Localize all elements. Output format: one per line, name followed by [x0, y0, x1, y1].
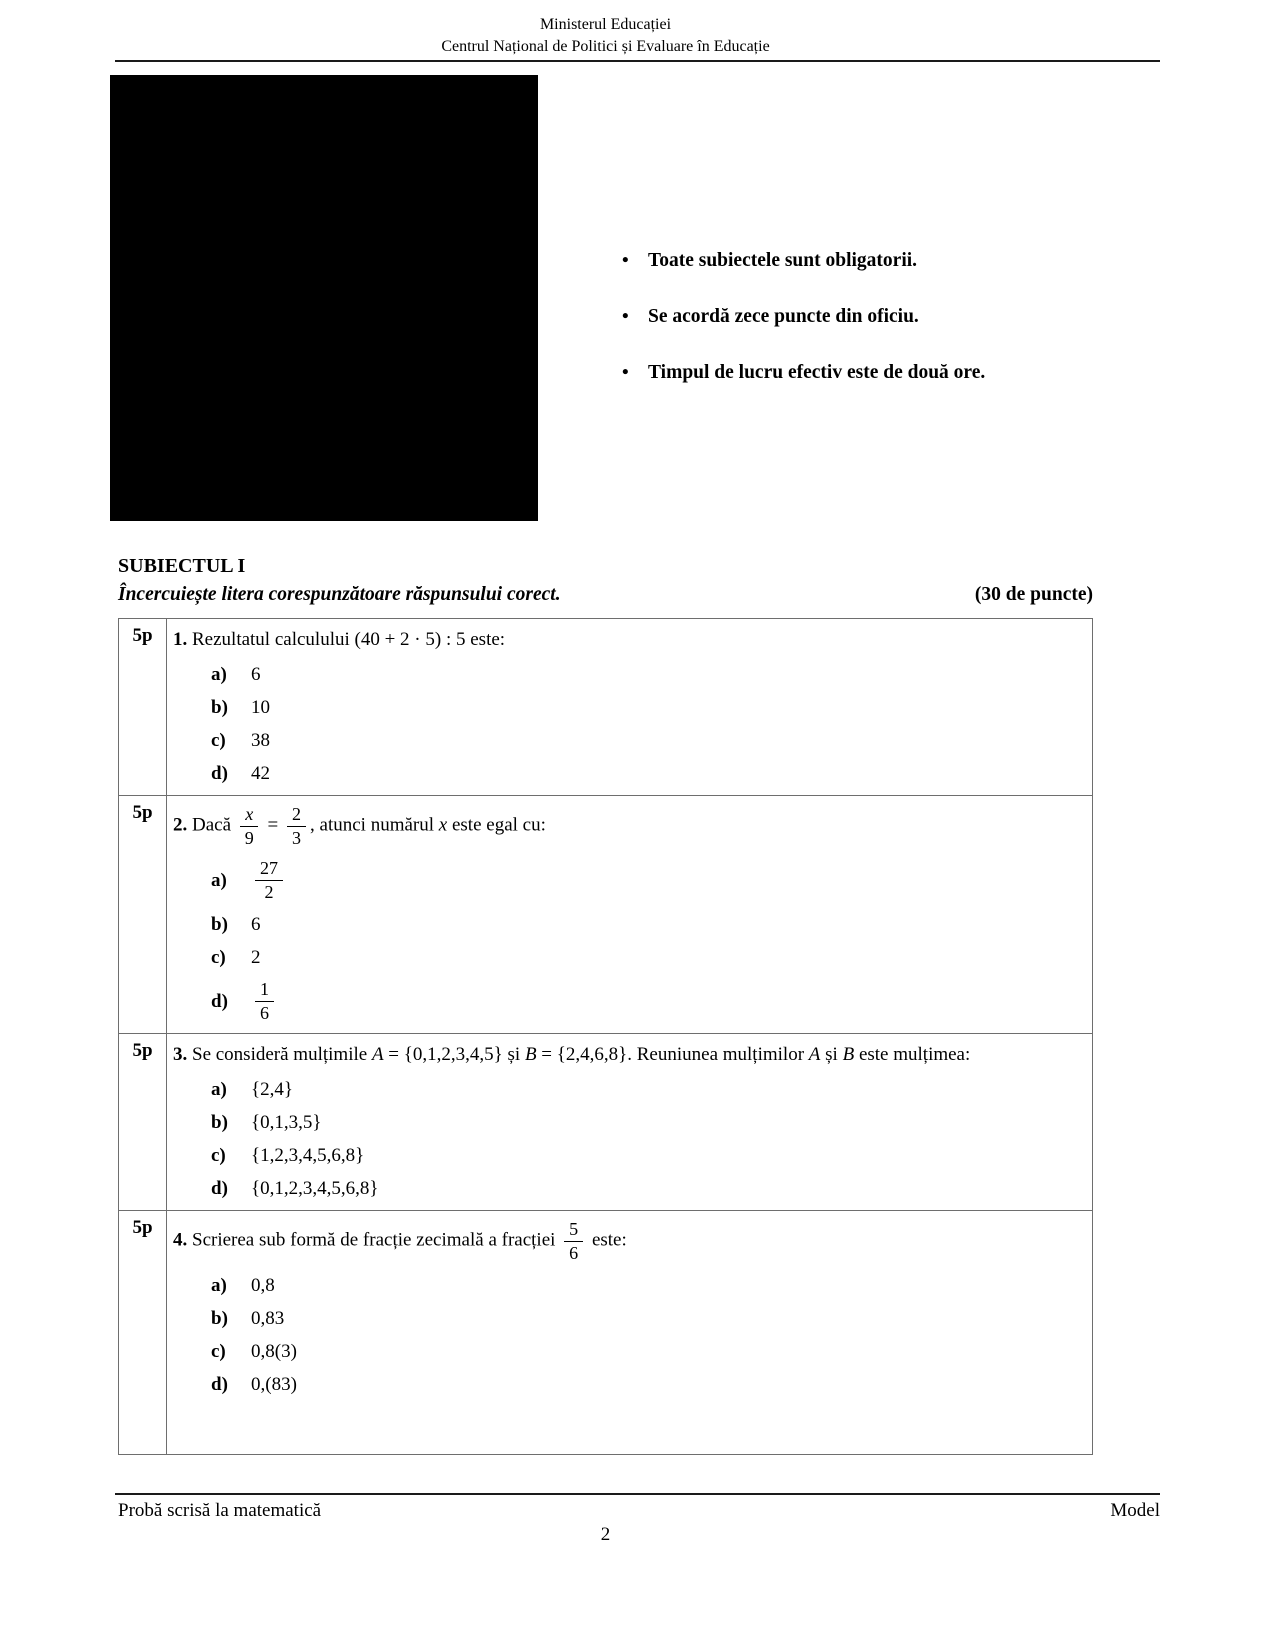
points-cell: 5p — [119, 796, 167, 1034]
question-row — [119, 795, 1092, 1034]
fraction-denominator: 2 — [264, 882, 274, 903]
answer-option — [173, 1371, 1082, 1398]
points-cell: 5p — [119, 1211, 167, 1454]
page-number: 2 — [600, 1524, 611, 1545]
text-run: este mulțimea: — [854, 1044, 971, 1066]
option-label: b) — [211, 1112, 228, 1134]
option-value — [251, 1175, 379, 1202]
instruction-text: Încercuiește litera corespunzătoare răspunsului corect. — [118, 583, 561, 605]
answer-option — [173, 694, 1082, 721]
notice-item — [622, 248, 1152, 274]
question-row — [119, 619, 1092, 795]
notice-text: Se acordă zece puncte din oficiu. — [648, 305, 919, 327]
notice-text: Timpul de lucru efectiv este de două ore. — [648, 361, 986, 383]
text-run: și — [820, 1044, 843, 1066]
math-variable: B — [524, 1044, 537, 1066]
notice-text: Toate subiectele sunt obligatorii. — [648, 249, 918, 271]
text-run: = {0,1,2,3,4,5} și — [383, 1044, 525, 1066]
option-value — [251, 977, 278, 1026]
option-value — [251, 727, 270, 754]
answer-option — [173, 661, 1082, 688]
text-run: 6 — [251, 913, 261, 935]
text-run: 2 — [251, 946, 261, 968]
question-number: 1. — [173, 628, 188, 650]
option-label: d) — [211, 762, 228, 784]
option-value — [251, 911, 261, 938]
answer-option — [173, 977, 1082, 1026]
text-run: 42 — [251, 762, 270, 784]
option-value — [251, 1109, 322, 1136]
option-label: a) — [211, 663, 227, 685]
text-run: este: — [587, 1229, 627, 1251]
text-run: 0,(83) — [251, 1373, 297, 1395]
footer-row — [115, 1495, 1160, 1523]
question-number: 2. — [173, 814, 188, 836]
option-label: d) — [211, 1373, 228, 1395]
text-run: {1,2,3,4,5,6,8} — [251, 1145, 365, 1167]
points-cell: 5p — [119, 1034, 167, 1210]
option-label: c) — [211, 1145, 226, 1167]
math-variable: B — [842, 1044, 855, 1066]
text-run: 0,83 — [251, 1307, 285, 1329]
option-label: c) — [211, 729, 226, 751]
text-run: 6 — [251, 663, 261, 685]
math-variable: x — [438, 814, 448, 836]
option-value — [251, 1338, 297, 1365]
option-label: a) — [211, 870, 227, 892]
footer-document-type: Probă scrisă la matematică — [118, 1500, 322, 1521]
option-label: b) — [211, 913, 228, 935]
question-cell — [167, 796, 1092, 1034]
question-text — [173, 1040, 1082, 1070]
document-header — [118, 0, 1093, 59]
text-run: Rezultatul calculului — [187, 628, 355, 650]
center-name: Centrul Național de Politici și Evaluare în Educație — [441, 38, 770, 56]
option-value — [251, 1272, 275, 1299]
text-run: 10 — [251, 696, 270, 718]
text-run: {0,1,3,5} — [251, 1112, 322, 1134]
answer-option — [173, 1109, 1082, 1136]
question-text — [173, 625, 1082, 655]
fraction-numerator: 27 — [255, 858, 283, 881]
section-title: SUBIECTUL I — [118, 554, 246, 577]
option-value — [251, 694, 270, 721]
fraction-numerator: 2 — [287, 804, 306, 827]
answer-option — [173, 1305, 1082, 1332]
fraction-numerator: 5 — [564, 1219, 583, 1242]
fraction-denominator: 6 — [569, 1243, 579, 1264]
option-label: c) — [211, 946, 226, 968]
question-text — [173, 802, 1082, 851]
question-row — [119, 1033, 1092, 1210]
top-area — [0, 62, 1275, 552]
fraction-numerator: x — [240, 804, 258, 827]
blacked-out-region — [110, 75, 538, 521]
math-variable: A — [808, 1044, 821, 1066]
bullet-icon: • — [622, 249, 629, 271]
option-value — [251, 661, 261, 688]
option-label: b) — [211, 1307, 228, 1329]
points-cell: 5p — [119, 619, 167, 795]
question-number: 4. — [173, 1229, 188, 1251]
fraction-denominator: 3 — [292, 827, 302, 848]
option-value — [251, 760, 270, 787]
option-value — [251, 1371, 297, 1398]
text-run: este: — [465, 628, 506, 650]
answer-option — [173, 856, 1082, 905]
footer-model-label: Model — [1110, 1500, 1160, 1521]
fraction — [564, 1219, 583, 1264]
text-run: = {2,4,6,8}. Reuniunea mulțimilor — [536, 1044, 809, 1066]
answer-option — [173, 911, 1082, 938]
fraction — [255, 979, 274, 1024]
document-footer — [115, 1493, 1160, 1547]
notice-item — [622, 360, 1152, 386]
fraction — [255, 858, 283, 903]
option-label: a) — [211, 1274, 227, 1296]
text-run: (40 + 2 · 5) : 5 — [354, 628, 466, 650]
questions-table — [118, 618, 1093, 1455]
question-cell — [167, 619, 1092, 795]
question-row — [119, 1210, 1092, 1454]
fraction — [287, 804, 306, 849]
text-run: {0,1,2,3,4,5,6,8} — [251, 1178, 379, 1200]
answer-option — [173, 944, 1082, 971]
answer-option — [173, 1272, 1082, 1299]
points-note: (30 de puncte) — [974, 583, 1093, 605]
question-number: 3. — [173, 1044, 188, 1066]
answer-option — [173, 1076, 1082, 1103]
text-run: 38 — [251, 729, 270, 751]
text-run: = — [262, 814, 284, 836]
bullet-icon: • — [622, 361, 629, 383]
text-run: Scrierea sub formă de fracție zecimală a fracției — [187, 1229, 561, 1251]
text-run: {2,4} — [251, 1079, 293, 1101]
fraction-denominator: 9 — [244, 827, 254, 848]
option-value — [251, 1076, 293, 1103]
math-variable: A — [371, 1044, 384, 1066]
option-label: c) — [211, 1340, 226, 1362]
instruction-row — [118, 584, 1093, 606]
bullet-icon: • — [622, 305, 629, 327]
text-run: 0,8 — [251, 1274, 275, 1296]
notice-item — [622, 304, 1152, 330]
answer-option — [173, 1142, 1082, 1169]
option-value — [251, 1142, 364, 1169]
option-value — [251, 944, 261, 971]
answer-option — [173, 727, 1082, 754]
text-run: Se consideră mulțimile — [187, 1044, 372, 1066]
text-run: , atunci numărul — [310, 814, 439, 836]
notice-list — [622, 248, 1152, 416]
option-label: b) — [211, 696, 228, 718]
answer-option — [173, 1175, 1082, 1202]
option-label: d) — [211, 1178, 228, 1200]
option-value — [251, 856, 287, 905]
answer-option — [173, 1338, 1082, 1365]
question-cell — [167, 1211, 1092, 1454]
question-text — [173, 1217, 1082, 1266]
fraction — [240, 804, 259, 849]
text-run: Dacă — [187, 814, 236, 836]
ministry-name: Ministerul Educației — [539, 16, 672, 33]
fraction-denominator: 6 — [260, 1002, 270, 1023]
option-value — [251, 1305, 284, 1332]
option-label: a) — [211, 1079, 227, 1101]
fraction-numerator: 1 — [255, 979, 274, 1002]
answer-option — [173, 760, 1082, 787]
text-run: este egal cu: — [447, 814, 546, 836]
question-cell — [167, 1034, 1092, 1210]
option-label: d) — [211, 990, 228, 1012]
text-run: 0,8(3) — [251, 1340, 297, 1362]
